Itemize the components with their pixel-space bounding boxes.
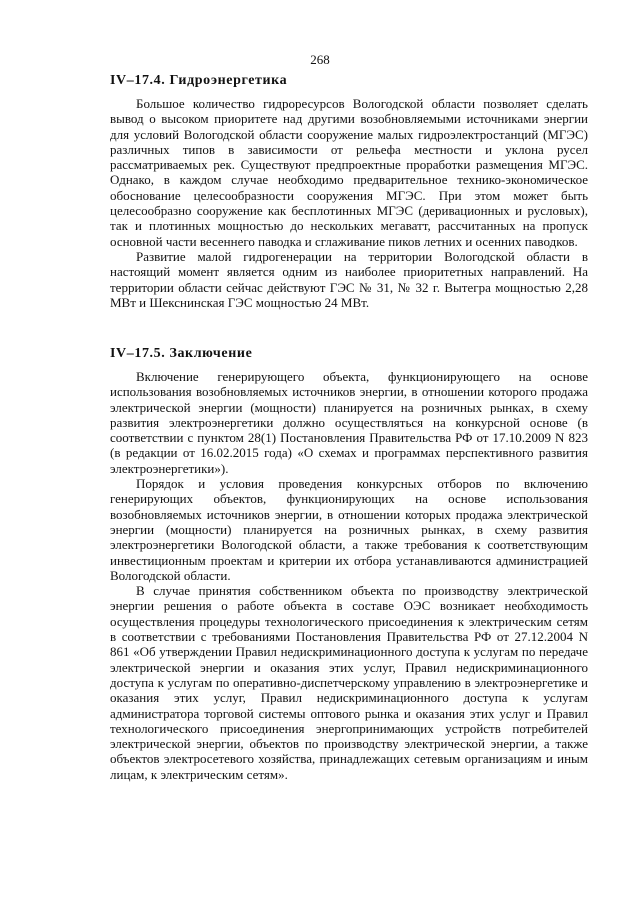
paragraph: Развитие малой гидрогенерации на территории Вологодской области в настоящий момент является одним из наиболее приоритетных направлений. На территории области сейчас действуют ГЭС № 31, № 32 г. Вытегра мощностью 2,28 МВт и Шекснинская ГЭС мощностью 24 МВт. [110,248,588,310]
paragraph: Включение генерирующего объекта, функционирующего на основе использования возобновляемых источников энергии, в отношении которого продажа электрической энергии (мощности) планируется на розничных рынках, в схему развития электроэнергетики должно осуществляться на конкурсной основе (в соответствии с пунктом 28(1) Постановления Правительства РФ от 17.10.2009 N 823 (в редакции от 16.02.2015 года) «О схемах и программах перспективного развития электроэнергетики»). [110,369,588,476]
paragraph: В случае принятия собственником объекта по производству электрической энергии решения о работе объекта в составе ОЭС возникает необходимость осуществления процедуры технологического присоединения к электрическим сетям в соответствии с требованиями Постановления Правительства РФ от 27.12.2004 N 861 «Об утверждении Правил недискриминационного доступа к услугам по передаче электрической энергии и оказания этих услуг, Правил недискриминационного доступа к услугам по оперативно-диспетчерскому управлению в электроэнергетике и оказания этих услуг, Правил недискриминационного доступа к услугам администратора торговой системы оптового рынка и оказания этих услуг и Правил технологического присоединения энергопринимающих устройств потребителей электрической энергии, объектов по производству электрической энергии, а также объектов электросетевого хозяйства, принадлежащих сетевым организациям и иным лицам, к электрическим сетям». [110,583,588,782]
section-heading: IV–17.4. Гидроэнергетика [110,73,288,88]
paragraph: Большое количество гидроресурсов Вологодской области позволяет сделать вывод о высоком приоритете над другими возобновляемыми источниками энергии для условий Вологодской области сооружение малых гидроэлектростанций (МГЭС) различных типов в зависимости от рельефа местности и уклона русел рассматриваемых рек. Существуют предпроектные проработки размещения МГЭС. Однако, в каждом случае необходимо предварительное технико-экономическое обоснование целесообразности сооружения МГЭС. При этом может быть целесообразно сооружение как бесплотинных МГЭС (деривационных и русловых), так и плотинных мощностью до нескольких мегаватт, рассчитанных на пропуск основной части весеннего паводка и сглаживание пиков летних и осенних паводков. [110,96,588,249]
page-number: 268 [310,52,330,67]
section-hydropower [110,72,588,310]
section-conclusion [110,345,588,782]
section-heading: IV–17.5. Заключение [110,346,253,361]
paragraph: Порядок и условия проведения конкурсных отборов по включению генерирующих объектов, функционирующих на основе использования возобновляемых источников энергии, в отношении которых продажа электрической энергии (мощности) планируется на розничных рынках, в схему развития электроэнергетики Вологодской области, а также требования к соответствующим инвестиционным проектам и критерии их отбора устанавливаются администрацией Вологодской области. [110,476,588,583]
